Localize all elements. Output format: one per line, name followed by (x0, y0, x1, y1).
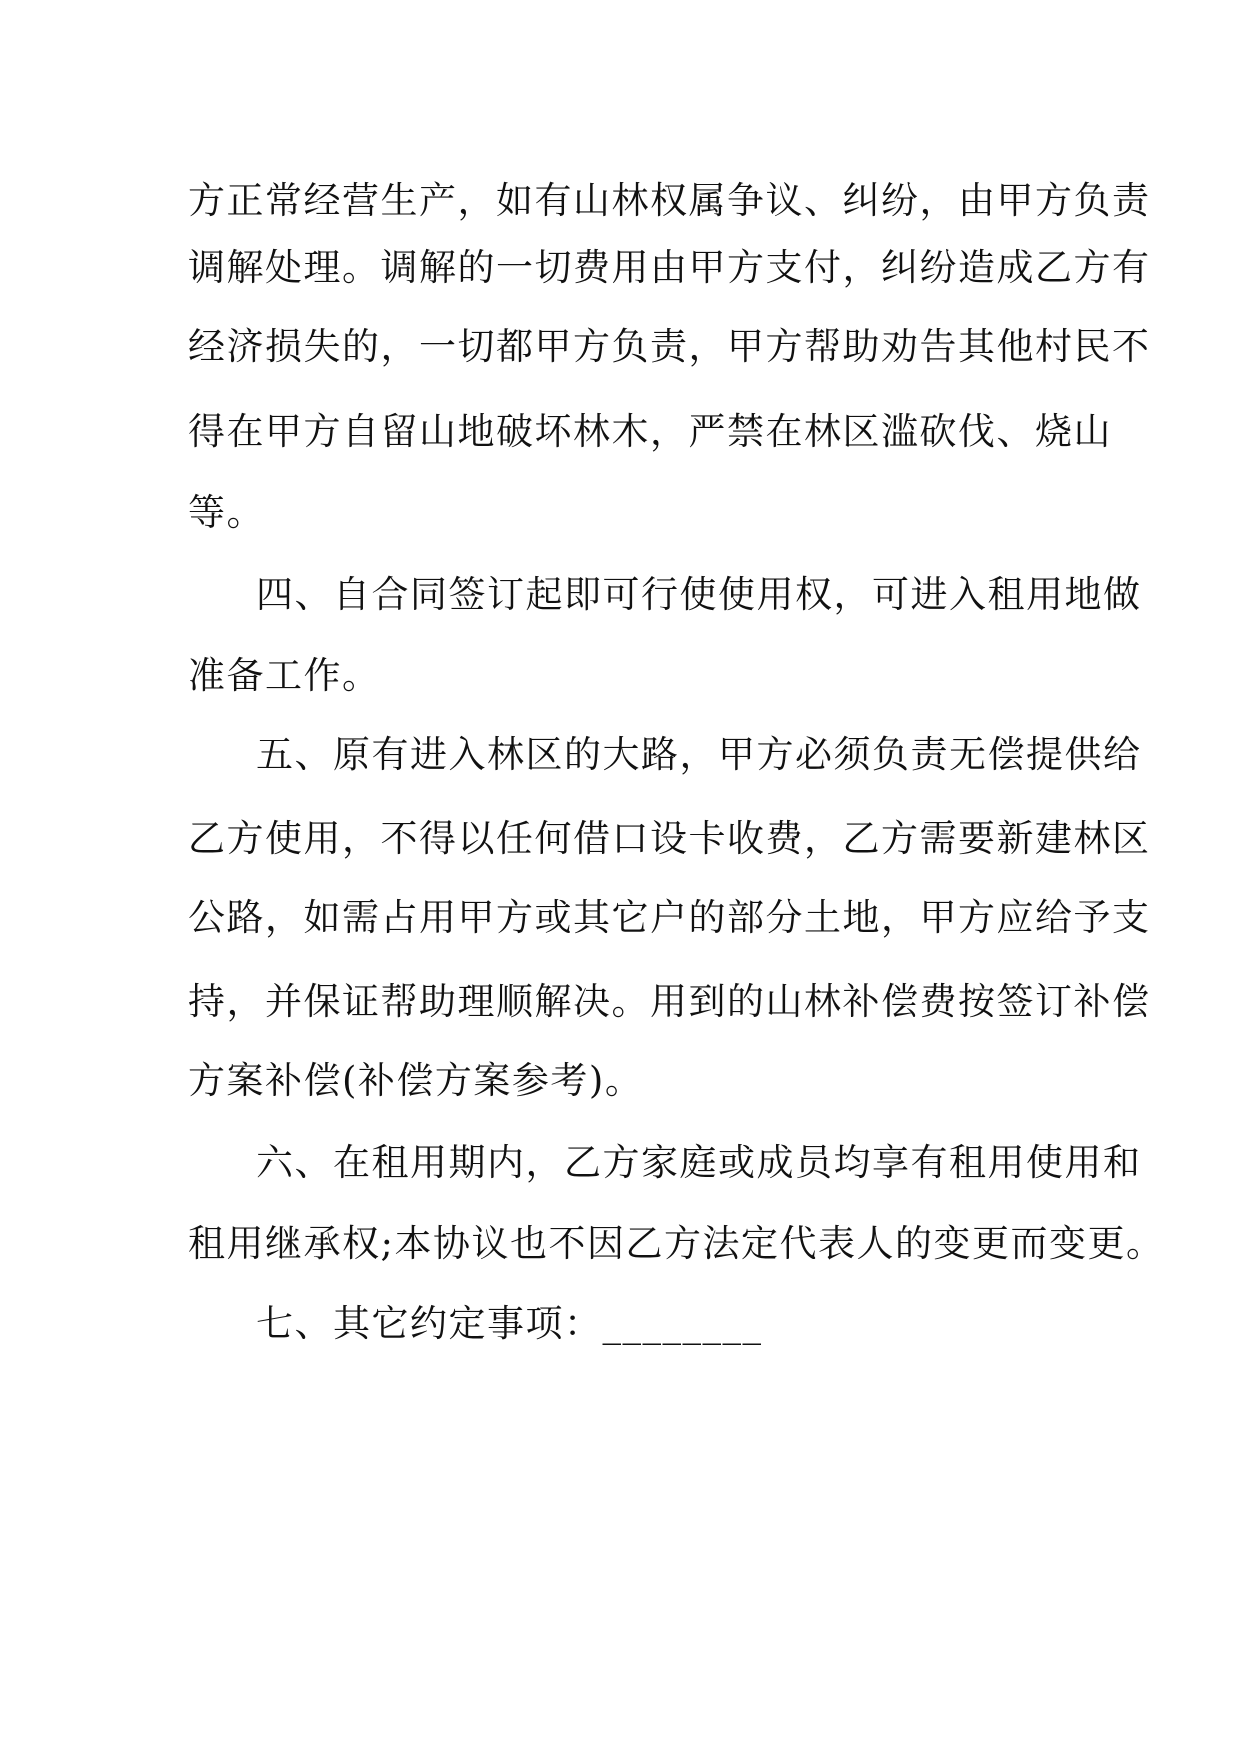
text-line: 准备工作。 (188, 654, 381, 697)
text-line: 方案补偿(补偿方案参考)。 (188, 1059, 644, 1102)
clause-five-start: 五、原有进入林区的大路，甲方必须负责无偿提供给 (256, 733, 1142, 776)
clause-seven-start: 七、其它约定事项：________ (256, 1302, 763, 1345)
text-line: 调解处理。调解的一切费用由甲方支付，纠纷造成乙方有 (188, 246, 1151, 289)
text-line: 公路，如需占用甲方或其它户的部分土地，甲方应给予支 (188, 896, 1151, 939)
clause-four-start: 四、自合同签订起即可行使使用权，可进入租用地做 (256, 573, 1142, 616)
text-line: 租用继承权;本协议也不因乙方法定代表人的变更而变更。 (188, 1222, 1165, 1265)
text-line: 经济损失的，一切都甲方负责，甲方帮助劝告其他村民不 (188, 325, 1151, 368)
text-line: 得在甲方自留山地破坏林木，严禁在林区滥砍伐、烧山 (188, 410, 1112, 453)
text-line: 持，并保证帮助理顺解决。用到的山林补偿费按签订补偿 (188, 980, 1151, 1023)
text-line: 乙方使用，不得以任何借口设卡收费，乙方需要新建林区 (188, 817, 1151, 860)
clause-six-start: 六、在租用期内，乙方家庭或成员均享有租用使用和 (256, 1141, 1142, 1184)
text-line: 等。 (188, 491, 265, 534)
text-line: 方正常经营生产，如有山林权属争议、纠纷，由甲方负责 (188, 179, 1151, 222)
